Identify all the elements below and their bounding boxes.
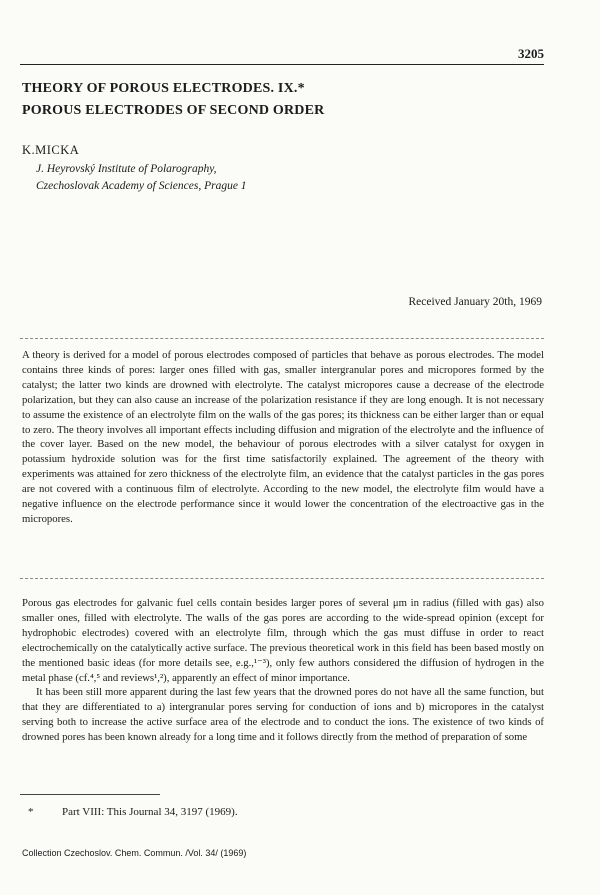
- page-number: 3205: [518, 46, 544, 61]
- abstract-bottom-rule: [20, 578, 544, 579]
- affiliation: [36, 161, 436, 195]
- footnote: [28, 806, 238, 818]
- affiliation-line-2: Czechoslovak Academy of Sciences, Prague 1: [36, 180, 247, 192]
- title-line-2: POROUS ELECTRODES OF SECOND ORDER: [22, 103, 325, 118]
- author-name: K.MICKA: [22, 143, 80, 157]
- affiliation-line-1: J. Heyrovský Institute of Polarography,: [36, 163, 217, 175]
- title-line-1: THEORY OF POROUS ELECTRODES. IX.*: [22, 81, 305, 96]
- body-text: [22, 596, 544, 745]
- footnote-rule: [20, 794, 160, 795]
- footnote-text: Part VIII: This Journal 34, 3197 (1969).: [62, 806, 238, 818]
- received-date: Received January 20th, 1969: [408, 296, 542, 308]
- paragraph-2: It has been still more apparent during the last few years that the drowned pores do not have all the same function, but that they are differentiated to a) intergranular pores serving for conduction of ions and b) micropores in the catalyst serving both to increase the active surface area of the electrode and to conduct the ions. The existence of two kinds of drowned pores has been known already for a long time and it follows directly from the method of preparation of some: [22, 686, 544, 744]
- article-title: [22, 78, 542, 122]
- header-rule: [20, 64, 544, 65]
- paragraph-1: Porous gas electrodes for galvanic fuel cells contain besides larger pores of several μm in radius (filled with gas) also smaller ones, filled with electrolyte. The walls of the gas pores are according to the wide-spread opinion (except for hydrophobic electrodes) covered with an electrolyte film, through which the gas must diffuse in order to react electrochemically on the catalytically active surface. The previous theoretical work in this field has been based mostly on the mentioned basic ideas (for more details see, e.g.,¹⁻³), only few authors considered the diffusion of hydrogen in the metal phase (cf.⁴,⁵ and reviews¹,²), apparently an effect of minor importance.: [22, 597, 544, 684]
- journal-footer: Collection Czechoslov. Chem. Commun. /Vol. 34/ (1969): [22, 848, 247, 858]
- abstract: A theory is derived for a model of porous electrodes composed of particles that behave as porous electrodes. The model contains three kinds of pores: larger ones filled with gas, smaller intergranular pores and micropores formed by the catalyst; the latter two kinds are drowned with electrolyte. The catalyst micropores cause a decrease of the electrode polarization, but they can also cause an increase of the polarization resistance if they are long enough. It is not necessary to assume the existence of an electrolyte film on the walls of the gas pores; its thickness can be either larger than or equal to zero. The theory involves all important effects including diffusion and migration of the electrolyte and the influence of the cover layer. Based on the new model, the behaviour of porous electrodes with a silver catalyst for oxygen in potassium hydroxide solution was for the first time satisfactorily explained. The agreement of the theory with experiments was attained for zero thickness of the electrolyte film, an evidence that the catalyst particles in the gas pores are not covered with a continuous film of electrolyte. According to the new model, the electrolyte film would have a negative influence on the electrode performance since it would lower the concentration of the electroactive gas in the micropores.: [22, 349, 544, 525]
- abstract-top-rule: [20, 338, 544, 339]
- footnote-mark: *: [28, 806, 34, 818]
